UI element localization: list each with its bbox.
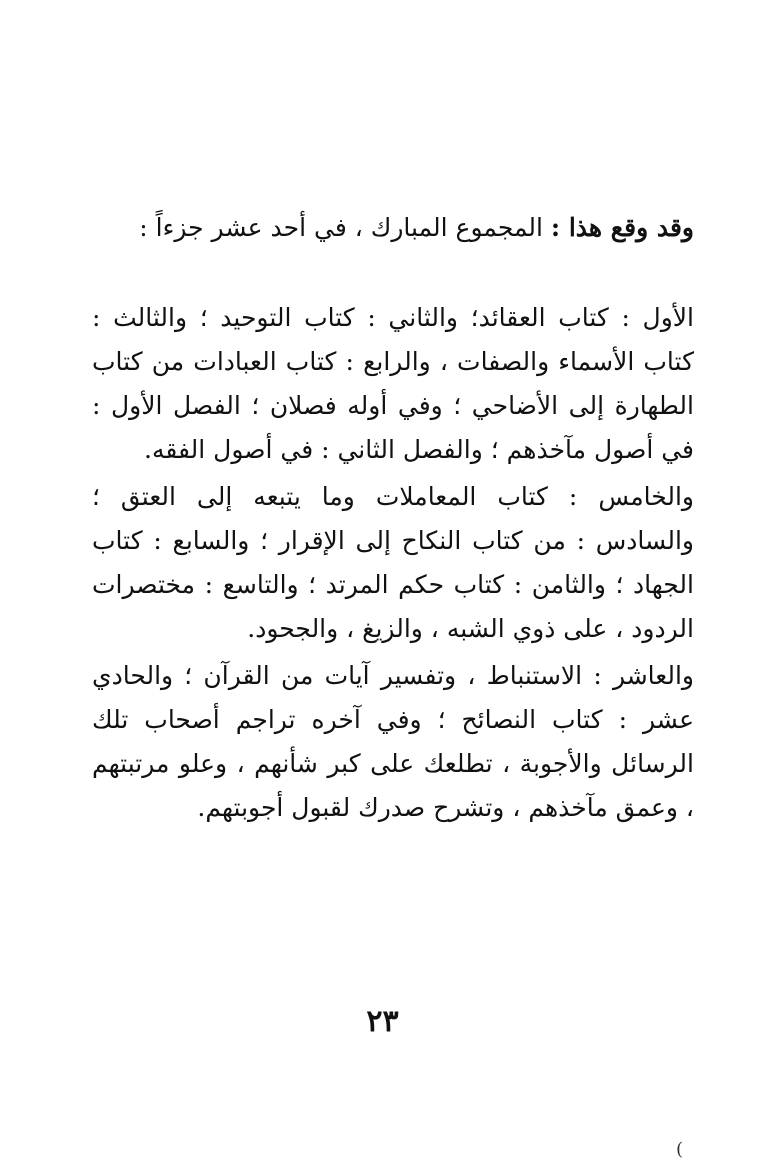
corner-mark: ( (676, 1139, 684, 1160)
intro-text: المجموع المبارك ، في أحد عشر جزءاً : (139, 213, 543, 242)
paragraph-volumes-1-4 (92, 296, 694, 472)
page-number: ٢٣ (366, 1004, 399, 1039)
paragraph-volumes-10-11 (92, 654, 694, 830)
paragraph-text: والعاشر : الاستنباط ، وتفسير آيات من القرآن ؛ والحادي عشر : كتاب النصائح ؛ وفي آخره تراجم أصحاب تلك الرسائل والأجوبة ، تطلعك على كبر شأنهم ، وعلو مرتبتهم ، وعمق مآخذهم ، وتشرح صدرك لقبول أجوبتهم. (92, 661, 694, 822)
paragraph-text: والخامس : كتاب المعاملات وما يتبعه إلى العتق ؛ والسادس : من كتاب النكاح إلى الإقرار ؛ والسابع : كتاب الجهاد ؛ والثامن : كتاب حكم المرتد ؛ والتاسع : مختصرات الردود ، على ذوي الشبه ، والزيغ ، والجحود. (92, 482, 694, 643)
paragraph-text: الأول : كتاب العقائد؛ والثاني : كتاب التوحيد ؛ والثالث : كتاب الأسماء والصفات ، والرابع : كتاب العبادات من كتاب الطهارة إلى الأضاحي ؛ وفي أوله فصلان ؛ الفصل الأول : في أصول مآخذهم ؛ والفصل الثاني : في أصول الفقه. (92, 303, 694, 464)
paragraph-volumes-5-9 (92, 475, 694, 651)
intro-lead: وقد وقع هذا : (550, 213, 694, 242)
intro-paragraph (92, 206, 694, 250)
